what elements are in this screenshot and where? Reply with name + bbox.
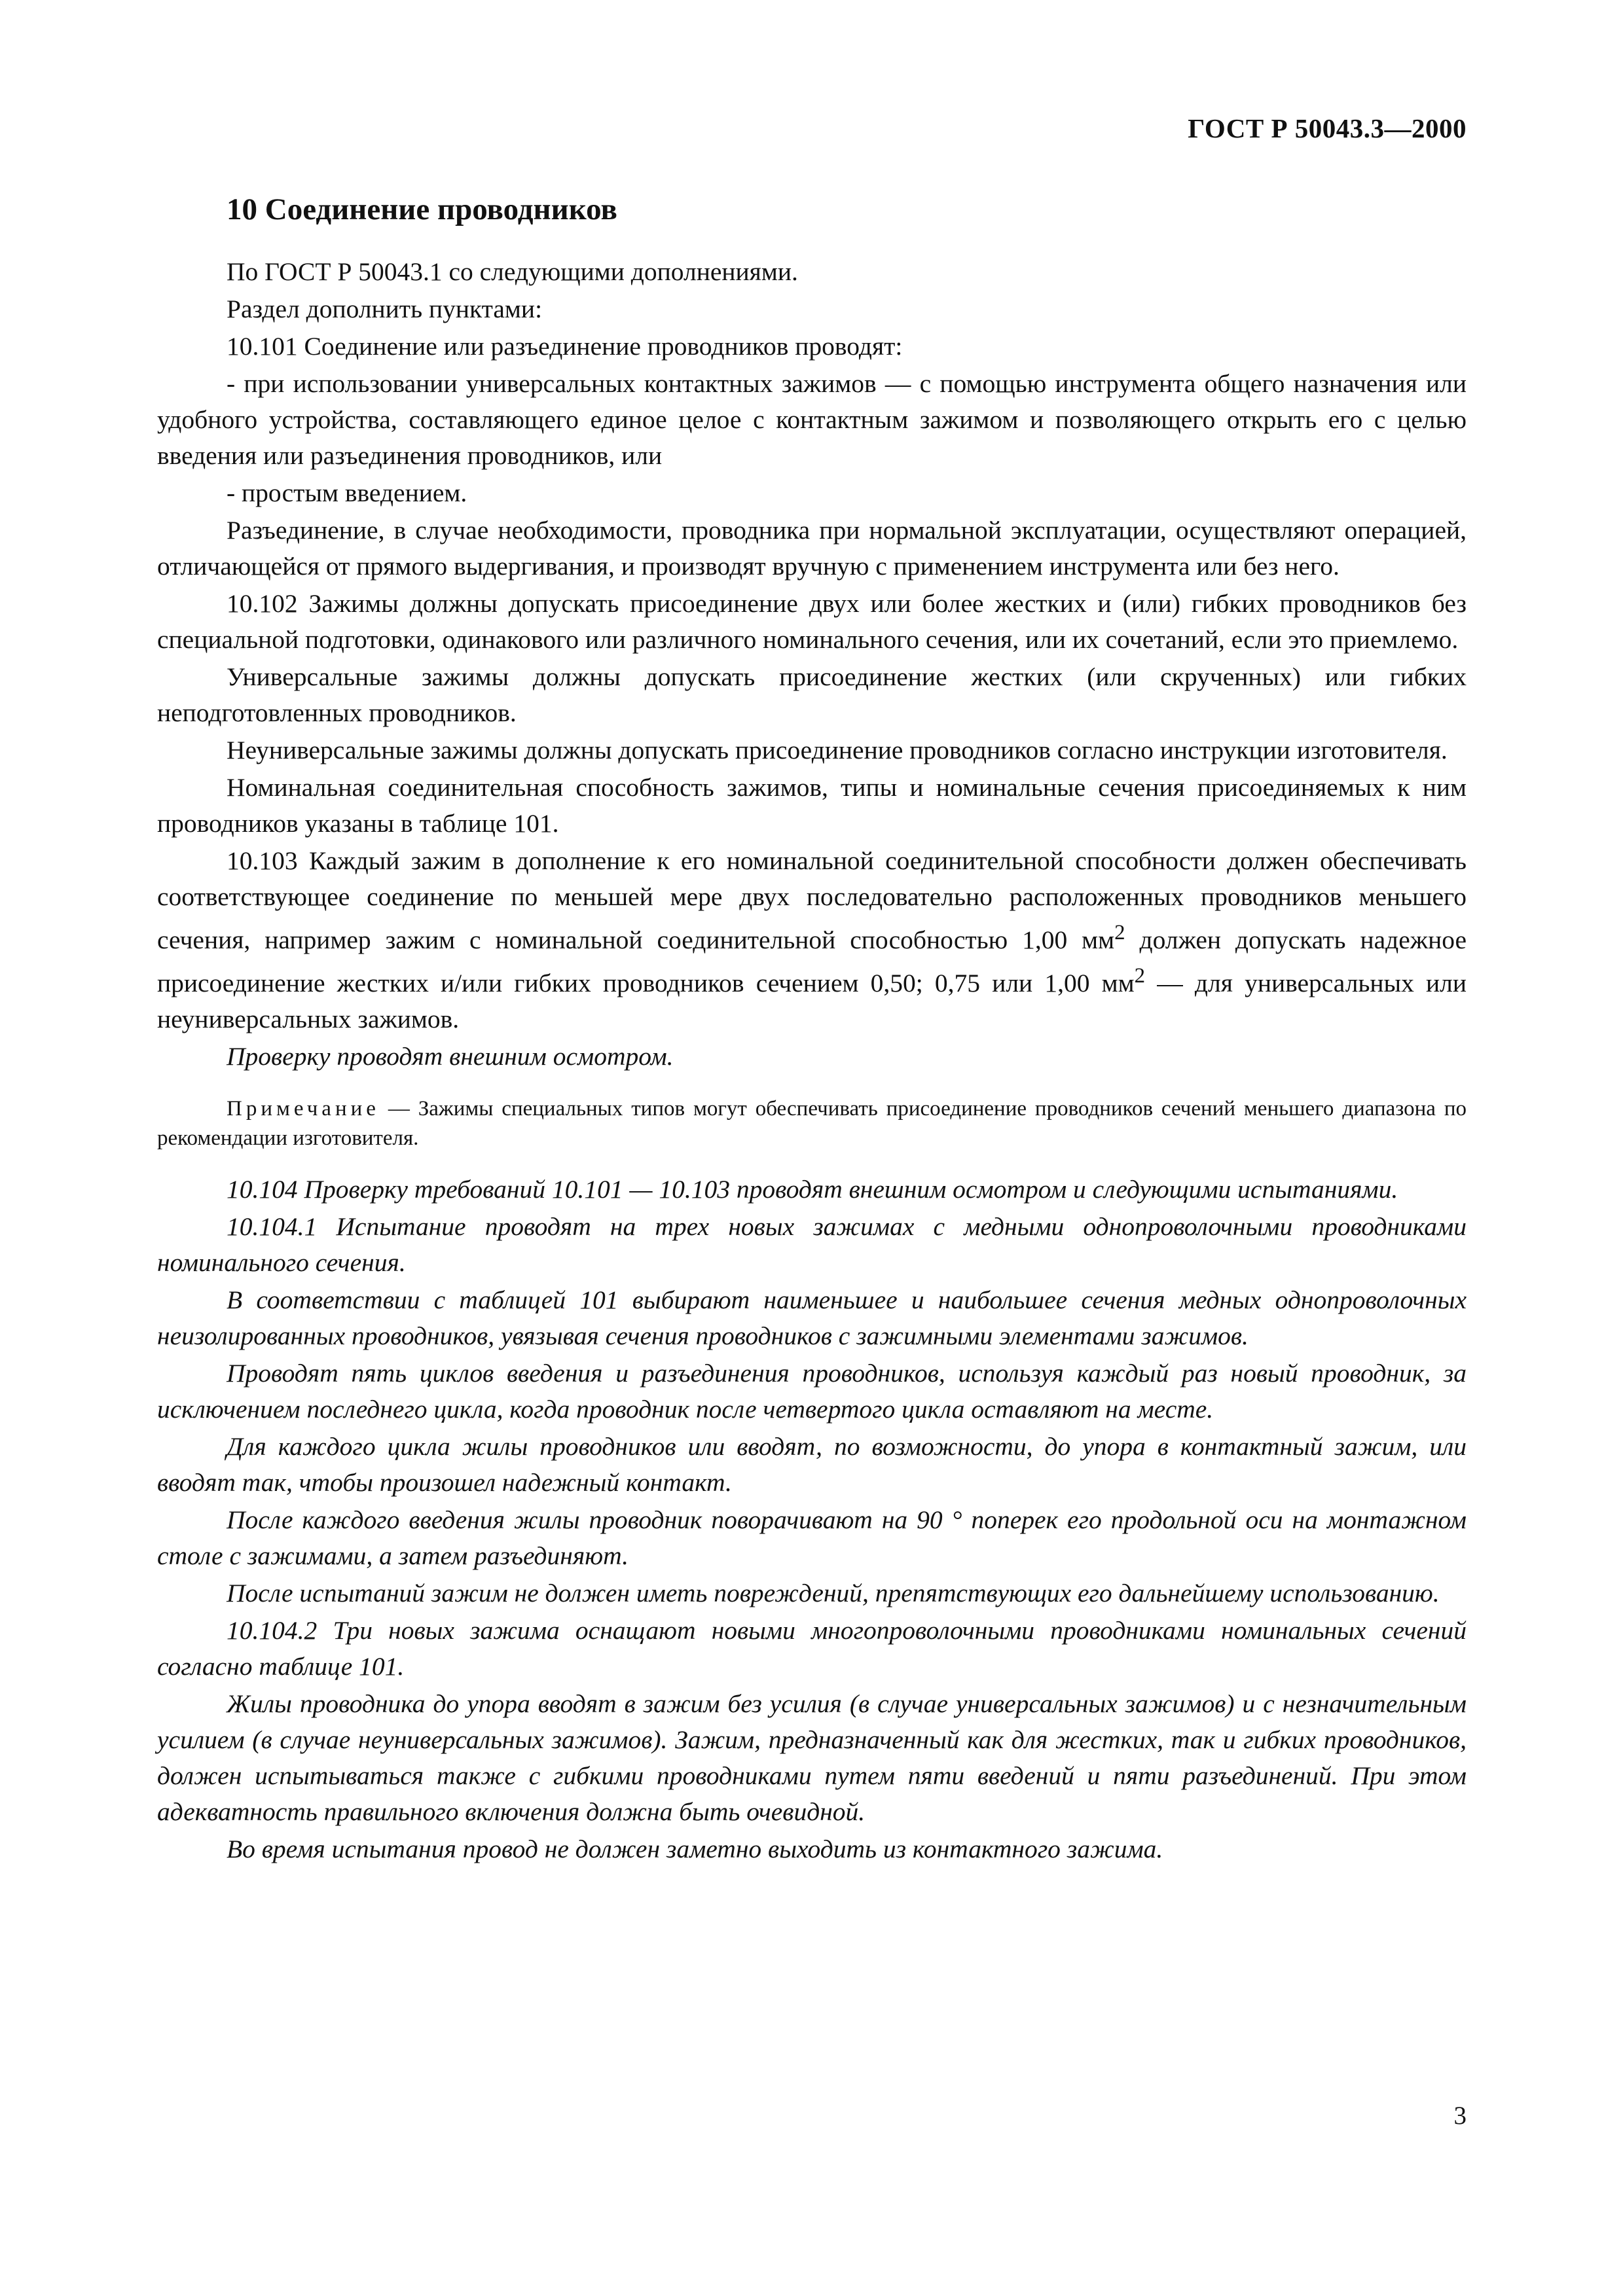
page-number: 3 (1453, 2102, 1467, 2130)
section-title: 10 Соединение проводников (227, 192, 617, 226)
paragraph: 10.104.2 Три новых зажима оснащают новыми многопроволочными проводниками номинальных сечений согласно таблице 101. (157, 1616, 1467, 1681)
paragraph: После испытаний зажим не должен иметь повреждений, препятствующих его дальнейшему использованию. (227, 1579, 1440, 1608)
superscript: 2 (1134, 964, 1146, 988)
document-number: ГОСТ Р 50043.3—2000 (1188, 113, 1467, 143)
paragraph: Для каждого цикла жилы проводников или вводят, по возможности, до упора в контактный зажим, или вводят так, чтобы произошел надежный контакт. (157, 1432, 1467, 1498)
text-run: — для универсальных или неуниверсальных зажимов. (157, 969, 1467, 1034)
document-page (157, 105, 1467, 2199)
paragraph: Проводят пять циклов введения и разъединения проводников, используя каждый раз новый проводник, за исключением последнего цикла, когда проводник после четвертого цикла оставляют на месте. (157, 1359, 1467, 1424)
list-item: - при использовании универсальных контактных зажимов — с помощью инструмента общего назначения или удобного устройства, составляющего единое целое с контактным зажимом и позволяющего открыть его с целью введения или разъединения проводников, или (157, 369, 1467, 470)
paragraph (157, 843, 1467, 1037)
superscript: 2 (1114, 921, 1125, 944)
document-body (157, 254, 1467, 1867)
note (157, 1094, 1467, 1153)
paragraph: В соответствии с таблицей 101 выбирают наименьшее и наибольшее сечения медных однопроволочных неизолированных проводников, увязывая сечения проводников с зажимными элементами зажимов. (157, 1285, 1467, 1351)
note-text: — Зажимы специальных типов могут обеспечивать присоединение проводников сечений меньшего диапазона по рекомендации изготовителя. (157, 1097, 1467, 1151)
paragraph: Разъединение, в случае необходимости, проводника при нормальной эксплуатации, осуществляют операцией, отличающейся от прямого выдергивания, и производят вручную с применением инструмента или без него. (157, 516, 1467, 581)
paragraph: После каждого введения жилы проводник поворачивают на 90 ° поперек его продольной оси на монтажном столе с зажимами, а затем разъединяют. (157, 1505, 1467, 1571)
paragraph: Во время испытания провод не должен заметно выходить из контактного зажима. (227, 1835, 1163, 1864)
paragraph: Проверку проводят внешним осмотром. (227, 1042, 674, 1071)
paragraph: Раздел дополнить пунктами: (227, 295, 543, 323)
text-run: 10.103 Каждый зажим в дополнение к его номинальной соединительной способности должен обеспечивать соответствующее соединение по меньшей мере двух последовательно расположенных проводников меньшего сечения, например зажим с номинальной соединительной способностью 1,00 мм (157, 846, 1467, 955)
paragraph: 10.104.1 Испытание проводят на трех новых зажимах с медными однопроволочными проводниками номинального сечения. (157, 1212, 1467, 1278)
text-run: должен допускать надежное присоединение жестких и/или гибких проводников сечением 0,50; 0,75 или 1,00 мм (157, 925, 1467, 998)
paragraph: Номинальная соединительная способность зажимов, типы и номинальные сечения присоединяемых к ним проводников указаны в таблице 101. (157, 773, 1467, 838)
paragraph: По ГОСТ Р 50043.1 со следующими дополнениями. (227, 257, 798, 286)
note-label: Примечание (227, 1097, 380, 1121)
paragraph: 10.104 Проверку требований 10.101 — 10.103 проводят внешним осмотром и следующими испытаниями. (227, 1175, 1398, 1204)
paragraph: 10.101 Соединение или разъединение проводников проводят: (227, 332, 903, 361)
paragraph: 10.102 Зажимы должны допускать присоединение двух или более жестких и (или) гибких проводников без специальной подготовки, одинакового или различного номинального сечения, или их сочетаний, если это приемлемо. (157, 589, 1467, 654)
paragraph: Универсальные зажимы должны допускать присоединение жестких (или скрученных) или гибких неподготовленных проводников. (157, 662, 1467, 727)
list-item: - простым введением. (227, 478, 467, 507)
paragraph: Жилы проводника до упора вводят в зажим без усилия (в случае универсальных зажимов) и с незначительным усилием (в случае неуниверсальных зажимов). Зажим, предназначенный как для жестких, так и гибких проводников, должен испытываться также с гибкими проводниками путем пяти введений и пяти разъединений. При этом адекватность правильного включения должна быть очевидной. (157, 1689, 1467, 1827)
paragraph: Неуниверсальные зажимы должны допускать присоединение проводников согласно инструкции изготовителя. (227, 736, 1448, 764)
